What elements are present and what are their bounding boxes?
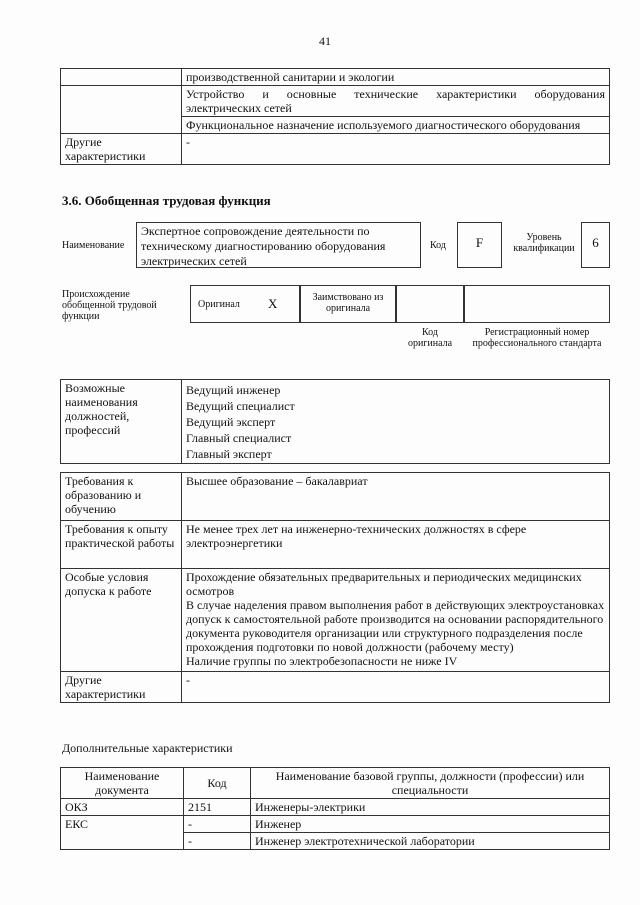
reg-caption: Регистрационный номер профессионального стандарта bbox=[472, 327, 602, 349]
borrowed-label: Заимствовано из оригинала bbox=[300, 285, 396, 323]
table-row bbox=[61, 86, 610, 117]
table-row bbox=[61, 117, 610, 134]
column-header: Наименование базовой группы, должности (профессии) или специальности bbox=[251, 768, 610, 799]
list-item: Ведущий инженер bbox=[186, 383, 281, 397]
table-row bbox=[61, 569, 610, 672]
page-number: 41 bbox=[319, 34, 331, 48]
code-caption: Код оригинала bbox=[407, 327, 453, 349]
level-value: 6 bbox=[581, 222, 610, 268]
origin-code-cell bbox=[396, 285, 464, 323]
original-mark: X bbox=[268, 296, 278, 311]
table-row bbox=[61, 799, 610, 816]
table-cell: ОКЗ bbox=[61, 799, 184, 816]
table-cell: производственной санитарии и экологии bbox=[182, 69, 610, 86]
requirement-line: Наличие группы по электробезопасности не ниже IV bbox=[186, 654, 458, 668]
name-label: Наименование bbox=[62, 240, 125, 251]
table-cell: Инженер bbox=[251, 816, 610, 833]
list-item: Ведущий эксперт bbox=[186, 415, 276, 429]
positions-label: Возможные наименования должностей, профессий bbox=[61, 380, 182, 464]
requirement-line: В случае наделения правом выполнения работ в действующих электроустановках допуск к самостоятельной работе производится на основании распорядительного документа руководителя организации или структурного подразделения после прохождения подготовки по новой должности (рабочему месту) bbox=[186, 598, 605, 654]
table-cell: 2151 bbox=[184, 799, 251, 816]
table-header-row bbox=[61, 768, 610, 799]
origin-label: Происхождение обобщенной трудовой функции bbox=[62, 289, 157, 322]
positions-table bbox=[60, 379, 610, 464]
positions-list bbox=[182, 380, 610, 464]
code-label: Код bbox=[430, 240, 446, 251]
table-row bbox=[61, 69, 610, 86]
table-cell: Инженеры-электрики bbox=[251, 799, 610, 816]
table-row bbox=[61, 521, 610, 569]
table-row bbox=[61, 816, 610, 833]
code-value: F bbox=[457, 222, 502, 268]
table-cell bbox=[61, 833, 184, 850]
additional-title: Дополнительные характеристики bbox=[62, 741, 233, 755]
name-value: Экспертное сопровождение деятельности по техническому диагностированию оборудования электрических сетей bbox=[136, 222, 421, 268]
table-cell: Функциональное назначение используемого диагностического оборудования bbox=[182, 117, 610, 134]
table-row bbox=[61, 134, 610, 165]
table-cell: Устройство и основные технические характеристики оборудования электрических сетей bbox=[182, 86, 610, 117]
column-header: Код bbox=[184, 768, 251, 799]
level-label: Уровень квалификации bbox=[513, 232, 575, 254]
table-label: Другие характеристики bbox=[61, 672, 182, 703]
table-row bbox=[61, 672, 610, 703]
table-cell: - bbox=[182, 672, 610, 703]
table-row bbox=[61, 473, 610, 521]
section-title: 3.6. Обобщенная трудовая функция bbox=[62, 193, 271, 208]
table-label: Требования к образованию и обучению bbox=[61, 473, 182, 521]
table-cell bbox=[182, 569, 610, 672]
requirement-line: Прохождение обязательных предварительных и периодических медицинских осмотров bbox=[186, 570, 582, 598]
table-cell: Не менее трех лет на инженерно-технических должностях в сфере электроэнергетики bbox=[182, 521, 610, 569]
table-label: Особые условия допуска к работе bbox=[61, 569, 182, 672]
additional-table bbox=[60, 767, 610, 850]
column-header: Наименование документа bbox=[61, 768, 184, 799]
table-cell: Высшее образование – бакалавриат bbox=[182, 473, 610, 521]
table-cell: Инженер электротехнической лаборатории bbox=[251, 833, 610, 850]
top-table bbox=[60, 68, 610, 165]
original-label: Оригинал bbox=[198, 299, 240, 310]
requirements-table bbox=[60, 472, 610, 703]
table-cell: - bbox=[184, 816, 251, 833]
list-item: Главный эксперт bbox=[186, 447, 272, 461]
list-item: Главный специалист bbox=[186, 431, 292, 445]
table-row bbox=[61, 380, 610, 464]
table-cell: - bbox=[182, 134, 610, 165]
list-item: Ведущий специалист bbox=[186, 399, 295, 413]
table-cell: - bbox=[184, 833, 251, 850]
table-cell: ЕКС bbox=[61, 816, 184, 833]
table-row bbox=[61, 833, 610, 850]
origin-reg-cell bbox=[464, 285, 610, 323]
table-label: Требования к опыту практической работы bbox=[61, 521, 182, 569]
table-label: Другие характеристики bbox=[61, 134, 182, 165]
